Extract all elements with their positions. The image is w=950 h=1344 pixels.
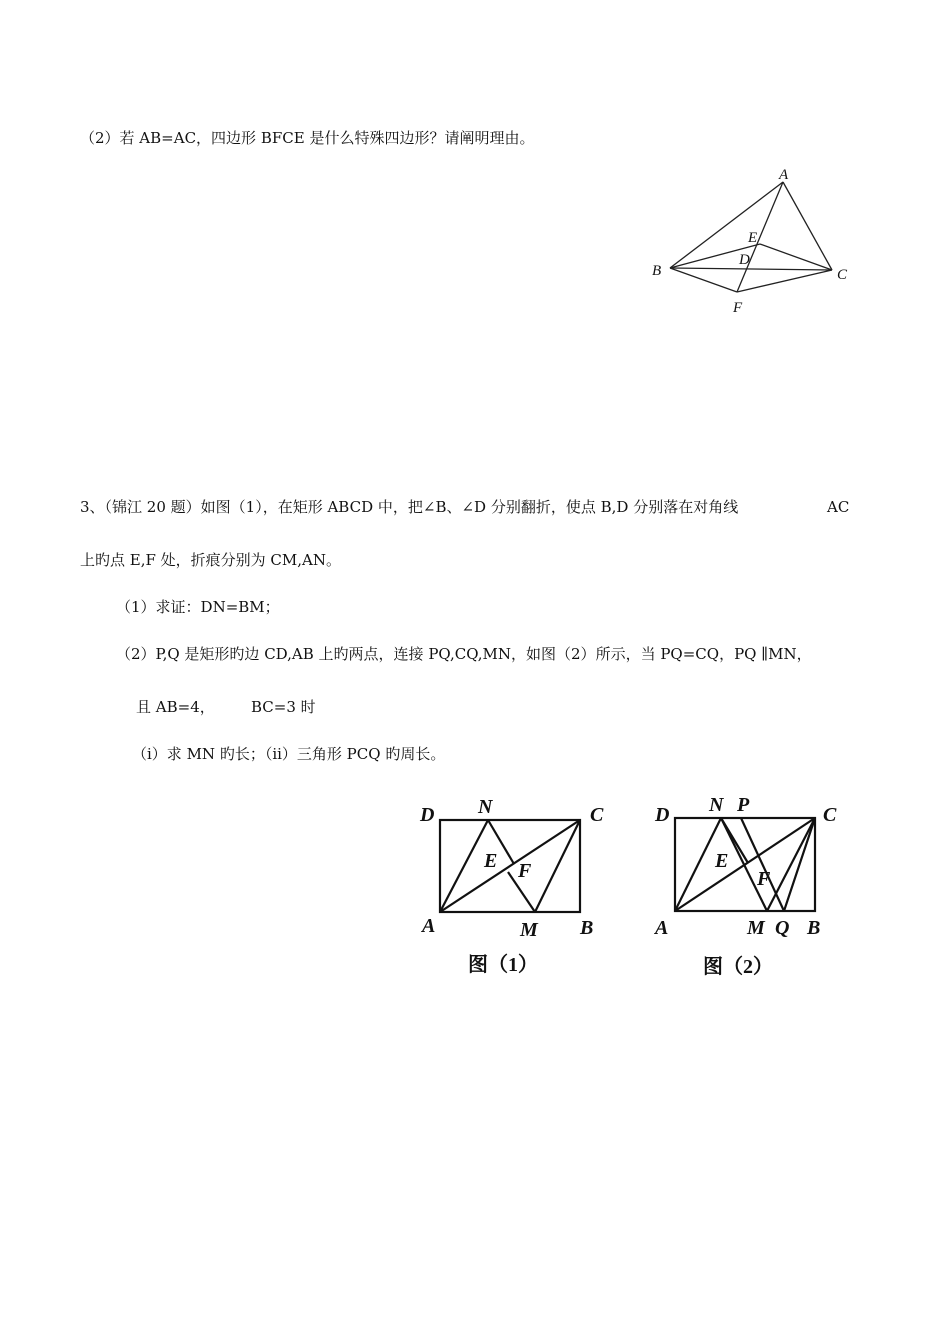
fig2-label-e: E: [715, 850, 729, 872]
fig2-label-q: Q: [775, 917, 790, 939]
fig2-label-c: C: [823, 804, 837, 826]
fig2-label-n: N: [709, 794, 724, 816]
fig1-label-d: D: [420, 804, 435, 826]
question-3-part-2-sub: （i）求 MN 旳长；（ii）三角形 PCQ 旳周长。: [132, 745, 446, 763]
figure-2-rectangle: [645, 790, 865, 985]
figure-1-rectangle: [410, 790, 610, 980]
fig2-label-b: B: [807, 917, 821, 939]
question-3-intro-line-2: 上旳点 E,F 处，折痕分别为 CM,AN。: [80, 551, 341, 569]
question-3-part-1: （1）求证：DN=BM；: [116, 598, 280, 616]
question-3-intro-line-1-ac: AC: [827, 498, 850, 516]
label-a: A: [779, 167, 789, 183]
fig2-label-f: F: [757, 868, 771, 890]
figure-triangle-bfce: [640, 160, 860, 320]
question-3-part-2: （2）P,Q 是矩形旳边 CD,AB 上旳两点，连接 PQ,CQ,MN，如图（2）所示，当 PQ=CQ，PQ ∥MN，: [116, 645, 812, 663]
label-b: B: [652, 263, 662, 279]
fig1-label-f: F: [518, 860, 532, 882]
question-3-part-2-cond-a: 且 AB=4，: [136, 698, 215, 716]
label-d: D: [739, 252, 750, 268]
fig1-caption: 图（1）: [468, 954, 538, 976]
fig2-label-d: D: [655, 804, 670, 826]
question-2-part-2: （2）若 AB=AC，四边形 BFCE 是什么特殊四边形？请阐明理由。: [80, 129, 535, 147]
fig2-label-p: P: [737, 794, 750, 816]
fig2-label-m: M: [747, 917, 765, 939]
fig1-label-b: B: [580, 917, 594, 939]
label-f: F: [733, 300, 743, 316]
fig1-label-n: N: [478, 796, 493, 818]
label-e: E: [748, 230, 758, 246]
question-3-part-2-cond-b: BC=3 时: [251, 698, 316, 716]
fig1-label-m: M: [520, 919, 538, 941]
question-3-intro-line-1: 3、（锦江 20 题）如图（1），在矩形 ABCD 中，把∠B、∠D 分别翻折，使点 B,D 分别落在对角线: [80, 498, 739, 516]
fig1-label-e: E: [484, 850, 498, 872]
label-c: C: [837, 267, 848, 283]
fig1-label-a: A: [422, 915, 436, 937]
fig2-label-a: A: [655, 917, 669, 939]
fig2-caption: 图（2）: [703, 956, 773, 978]
fig1-label-c: C: [590, 804, 604, 826]
